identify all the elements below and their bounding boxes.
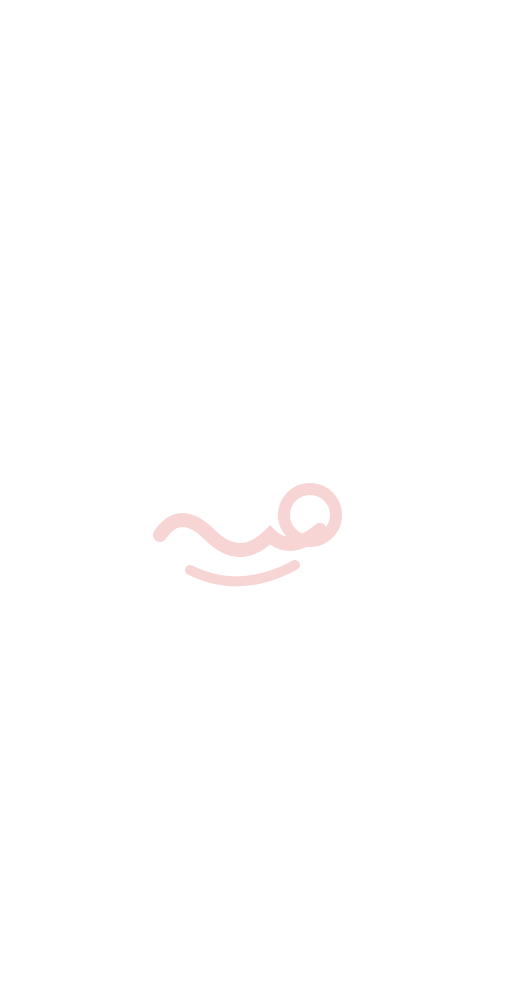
highlighted-paragraph-1	[6, 80, 514, 168]
paragraph-4	[6, 388, 514, 498]
paragraph-8	[6, 748, 514, 840]
paragraph-1	[6, 4, 514, 78]
paragraph-7	[6, 654, 514, 746]
paragraph-5	[6, 500, 514, 536]
paragraph-2	[6, 172, 514, 208]
paragraph-6	[6, 540, 514, 650]
paragraph-9	[6, 842, 514, 882]
paragraph-3	[6, 212, 514, 384]
highlighted-paragraph-2	[6, 884, 514, 1002]
